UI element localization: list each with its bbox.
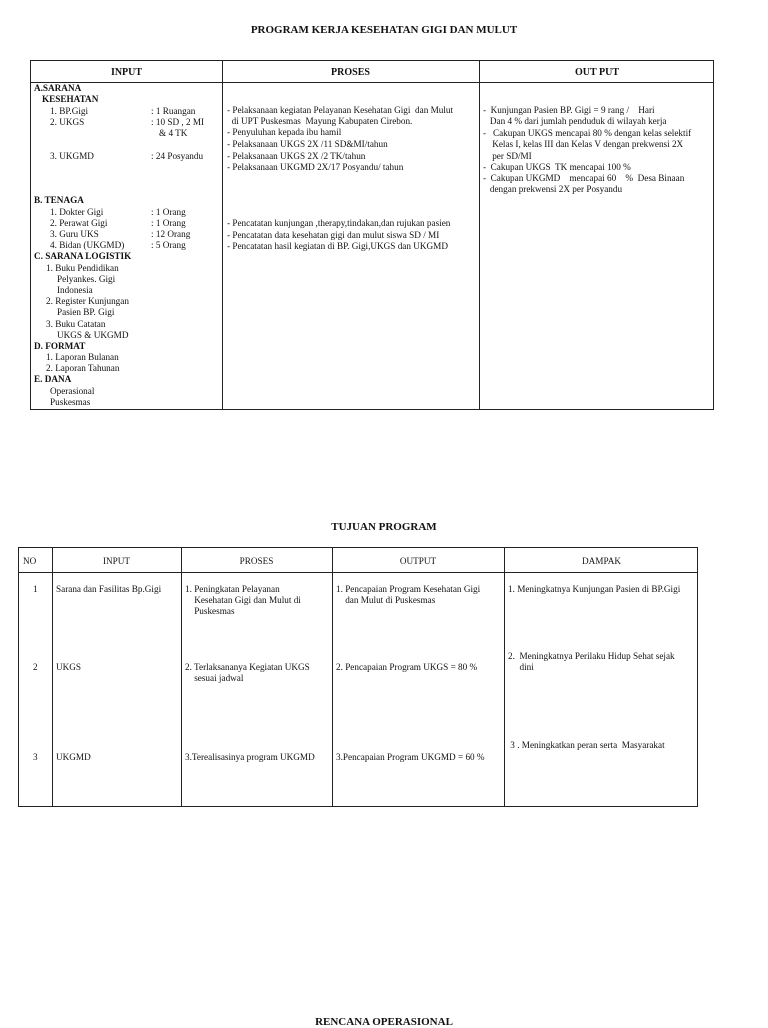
input-item-label: 1. BP.Gigi xyxy=(50,106,89,116)
input-item-value: : 1 Orang xyxy=(151,218,186,228)
header-divider xyxy=(31,82,713,83)
row-number: 2 xyxy=(33,662,38,672)
header-dampak: DAMPAK xyxy=(582,556,621,566)
column-divider xyxy=(181,548,182,806)
dana-item: Puskesmas xyxy=(50,397,91,407)
logistik-item: UKGS & UKGMD xyxy=(57,330,129,340)
input-item-value: : 24 Posyandu xyxy=(151,151,204,161)
proses-line: di UPT Puskesmas Mayung Kabupaten Cirebon. xyxy=(227,116,413,126)
row-proses: Puskesmas xyxy=(185,606,235,616)
column-divider xyxy=(222,61,223,409)
input-item-value: : 1 Ruangan xyxy=(151,106,196,116)
output-line: Kelas I, kelas III dan Kelas V dengan prekwensi 2X xyxy=(483,139,684,149)
output-line: - Kunjungan Pasien BP. Gigi = 9 rang / Hari xyxy=(483,105,655,115)
column-divider xyxy=(332,548,333,806)
logistik-item: Pasien BP. Gigi xyxy=(57,307,115,317)
row-input: UKGS xyxy=(56,662,82,672)
input-item-label: 4. Bidan (UKGMD) xyxy=(50,240,125,250)
input-item-label: 2. UKGS xyxy=(50,117,85,127)
proses-line: - Pelaksanaan kegiatan Pelayanan Kesehatan Gigi dan Mulut xyxy=(227,105,454,115)
header-input: INPUT xyxy=(102,556,131,566)
output-line: per SD/MI xyxy=(483,151,532,161)
row-number: 3 xyxy=(33,752,38,762)
format-item: 2. Laporan Tahunan xyxy=(46,363,120,373)
input-item-value: : 12 Orang xyxy=(151,229,191,239)
format-item: 1. Laporan Bulanan xyxy=(46,352,119,362)
section-sarana: A.SARANA xyxy=(34,83,82,93)
output-line: - Cakupan UKGS mencapai 80 % dengan kelas selektif xyxy=(483,128,692,138)
proses-line: - Pelaksanaan UKGMD 2X/17 Posyandu/ tahun xyxy=(227,162,404,172)
row-proses: sesuai jadwal xyxy=(185,673,244,683)
proses-line: - Pencatatan data kesehatan gigi dan mulut siswa SD / MI xyxy=(227,230,440,240)
input-item-value: & 4 TK xyxy=(159,128,188,138)
input-item-value: : 5 Orang xyxy=(151,240,186,250)
row-dampak: 3 . Meningkatkan peran serta Masyarakat xyxy=(508,740,665,750)
row-dampak: dini xyxy=(508,662,534,672)
column-divider xyxy=(52,548,53,806)
header-output: OUTPUT xyxy=(399,556,437,566)
output-line: - Cakupan UKGS TK mencapai 100 % xyxy=(483,162,631,172)
row-proses: 3.Terealisasinya program UKGMD xyxy=(185,752,315,762)
proses-line: - Pencatatan kunjungan ,therapy,tindakan,dan rujukan pasien xyxy=(227,218,451,228)
row-input: Sarana dan Fasilitas Bp.Gigi xyxy=(56,584,162,594)
row-proses: 1. Peningkatan Pelayanan xyxy=(185,584,280,594)
header-input: INPUT xyxy=(110,67,143,78)
section-logistik: C. SARANA LOGISTIK xyxy=(34,251,132,261)
dana-item: Operasional xyxy=(50,386,95,396)
section-title: RENCANA OPERASIONAL xyxy=(315,1016,453,1028)
input-item-label: 1. Dokter Gigi xyxy=(50,207,104,217)
row-output: dan Mulut di Puskesmas xyxy=(336,595,436,605)
input-item-value: : 1 Orang xyxy=(151,207,186,217)
section-sarana-sub: KESEHATAN xyxy=(42,94,99,104)
section-dana: E. DANA xyxy=(34,374,72,384)
logistik-item: 3. Buku Catatan xyxy=(46,319,106,329)
output-line: dengan prekwensi 2X per Posyandu xyxy=(483,184,623,194)
section-tenaga: B. TENAGA xyxy=(34,195,84,205)
input-item-value: : 10 SD , 2 MI xyxy=(151,117,205,127)
page-title: PROGRAM KERJA KESEHATAN GIGI DAN MULUT xyxy=(250,24,518,36)
header-divider xyxy=(19,572,697,573)
row-proses: Kesehatan Gigi dan Mulut di xyxy=(185,595,301,605)
column-divider xyxy=(504,548,505,806)
logistik-item: Pelyankes. Gigi xyxy=(57,274,116,284)
proses-line: - Pelaksanaan UKGS 2X /2 TK/tahun xyxy=(227,151,366,161)
section-title: TUJUAN PROGRAM xyxy=(331,521,437,533)
proses-line: - Pencatatan hasil kegiatan di BP. Gigi,UKGS dan UKGMD xyxy=(227,241,448,251)
header-proses: PROSES xyxy=(331,67,370,78)
row-output: 1. Pencapaian Program Kesehatan Gigi xyxy=(336,584,481,594)
program-table xyxy=(30,60,714,410)
input-item-label: 3. Guru UKS xyxy=(50,229,99,239)
header-proses: PROSES xyxy=(239,556,274,566)
header-no: NO xyxy=(23,556,37,566)
logistik-item: 1. Buku Pendidikan xyxy=(46,263,119,273)
row-output: 2. Pencapaian Program UKGS = 80 % xyxy=(336,662,478,672)
input-item-label: 2. Perawat Gigi xyxy=(50,218,108,228)
logistik-item: 2. Register Kunjungan xyxy=(46,296,129,306)
row-input: UKGMD xyxy=(56,752,91,762)
output-line: - Cakupan UKGMD mencapai 60 % Desa Binaan xyxy=(483,173,685,183)
proses-line: - Pelaksanaan UKGS 2X /11 SD&MI/tahun xyxy=(227,139,388,149)
proses-line: - Penyuluhan kepada ibu hamil xyxy=(227,127,342,137)
output-line: Dan 4 % dari jumlah penduduk di wilayah kerja xyxy=(483,116,667,126)
row-output: 3.Pencapaian Program UKGMD = 60 % xyxy=(336,752,485,762)
input-item-label: 3. UKGMD xyxy=(50,151,94,161)
tujuan-table xyxy=(18,547,698,807)
row-dampak: 1. Meningkatnya Kunjungan Pasien di BP.Gigi xyxy=(508,584,681,594)
section-format: D. FORMAT xyxy=(34,341,86,351)
logistik-item: Indonesia xyxy=(57,285,93,295)
row-dampak: 2. Meningkatnya Perilaku Hidup Sehat sejak xyxy=(508,651,675,661)
header-output: OUT PUT xyxy=(575,67,619,78)
column-divider xyxy=(479,61,480,409)
row-proses: 2. Terlaksananya Kegiatan UKGS xyxy=(185,662,310,672)
row-number: 1 xyxy=(33,584,38,594)
